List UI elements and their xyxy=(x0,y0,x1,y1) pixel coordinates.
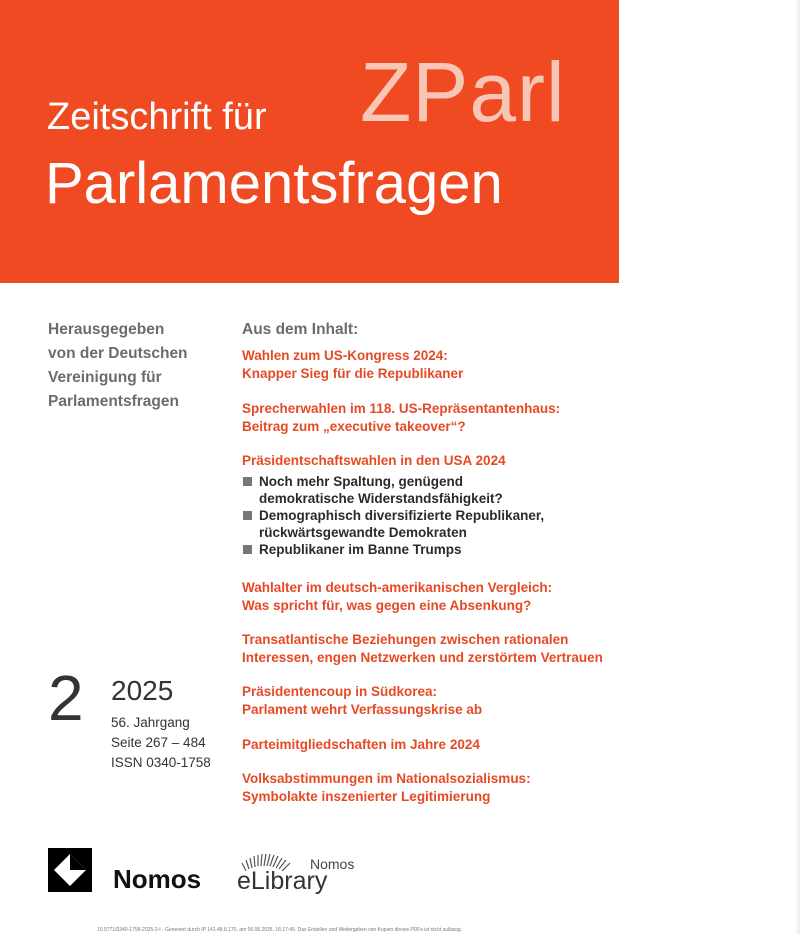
journal-title-line-2: Parlamentsfragen xyxy=(45,151,503,216)
contents-item-line: Wahlalter im deutsch-amerikanischen Vergleich: xyxy=(242,580,553,595)
contents-item-line: Knapper Sieg für die Republikaner xyxy=(242,366,464,381)
contents-item-line: Parteimitgliedschaften im Jahre 2024 xyxy=(242,737,480,752)
contents-item-line: Präsidentencoup in Südkorea: xyxy=(242,684,438,699)
publisher-line: Vereinigung für xyxy=(48,369,162,386)
page-edge-shadow xyxy=(794,0,800,935)
contents-item-line: Wahlen zum US-Kongress 2024: xyxy=(242,348,448,363)
issue-details xyxy=(111,713,211,773)
issue-volume: 56. Jahrgang xyxy=(111,715,190,730)
download-notice: 10.5771/0340-1758-2025-2-I - Generiert durch IP 141.48.8.170, am 06.08.2025, 16:17:40. Das Erstellen und Weitergeben von Kopien dieses PDFs ist nicht zulässig. xyxy=(97,927,463,933)
elibrary-brand-small: Nomos xyxy=(310,856,355,872)
contents-sub-item xyxy=(242,541,544,558)
contents-item xyxy=(242,400,560,436)
journal-title-line-1: Zeitschrift für xyxy=(47,96,267,138)
contents-item-line: Was spricht für, was gegen eine Absenkung? xyxy=(242,598,532,613)
publisher-line: von der Deutschen xyxy=(48,345,188,362)
contents-item xyxy=(242,683,482,719)
square-bullet-icon xyxy=(243,545,252,554)
contents-sub-item-line: Noch mehr Spaltung, genügend xyxy=(259,474,464,489)
contents-item-line: Sprecherwahlen im 118. US-Repräsentantenhaus: xyxy=(242,401,561,416)
contents-item-line: Parlament wehrt Verfassungskrise ab xyxy=(242,702,483,717)
contents-item-line: Beitrag zum „executive takeover“? xyxy=(242,419,466,434)
contents-heading: Aus dem Inhalt: xyxy=(242,321,359,338)
issue-pages: Seite 267 – 484 xyxy=(111,735,206,750)
contents-item xyxy=(242,736,480,754)
issue-number: 2 xyxy=(48,662,84,734)
publisher-line: Parlamentsfragen xyxy=(48,393,179,410)
contents-sub-item-line: rückwärtsgewandte Demokraten xyxy=(259,525,467,540)
contents-sub-item xyxy=(242,507,544,541)
contents-sub-item-line: Republikaner im Banne Trumps xyxy=(259,542,462,557)
publisher-statement xyxy=(48,318,228,414)
contents-item xyxy=(242,452,506,470)
publisher-name: Nomos xyxy=(113,864,202,894)
journal-logo: ZParl xyxy=(360,45,566,139)
contents-item-line: Symbolakte inszenierter Legitimierung xyxy=(242,789,491,804)
contents-item xyxy=(242,347,463,383)
elibrary-brand: eLibrary xyxy=(237,867,328,895)
square-bullet-icon xyxy=(243,511,252,520)
issue-issn: ISSN 0340-1758 xyxy=(111,755,211,770)
title-banner xyxy=(0,0,619,283)
contents-item-line: Volksabstimmungen im Nationalsozialismus: xyxy=(242,771,531,786)
contents-item xyxy=(242,631,603,667)
contents-item-line: Transatlantische Beziehungen zwischen rationalen xyxy=(242,632,569,647)
contents-sub-item-line: demokratische Widerstandsfähigkeit? xyxy=(259,491,503,506)
contents-sub-item xyxy=(242,473,544,507)
contents-sub-list xyxy=(242,473,544,558)
issue-year: 2025 xyxy=(111,675,174,706)
publisher-line: Herausgegeben xyxy=(48,321,165,338)
nomos-logo-icon xyxy=(48,848,92,892)
contents-sub-item-line: Demographisch diversifizierte Republikaner, xyxy=(259,508,545,523)
contents-item xyxy=(242,579,552,615)
square-bullet-icon xyxy=(243,477,252,486)
contents-item xyxy=(242,770,531,806)
contents-item-line: Interessen, engen Netzwerken und zerstörtem Vertrauen xyxy=(242,650,603,665)
contents-item-line: Präsidentschaftswahlen in den USA 2024 xyxy=(242,453,506,468)
